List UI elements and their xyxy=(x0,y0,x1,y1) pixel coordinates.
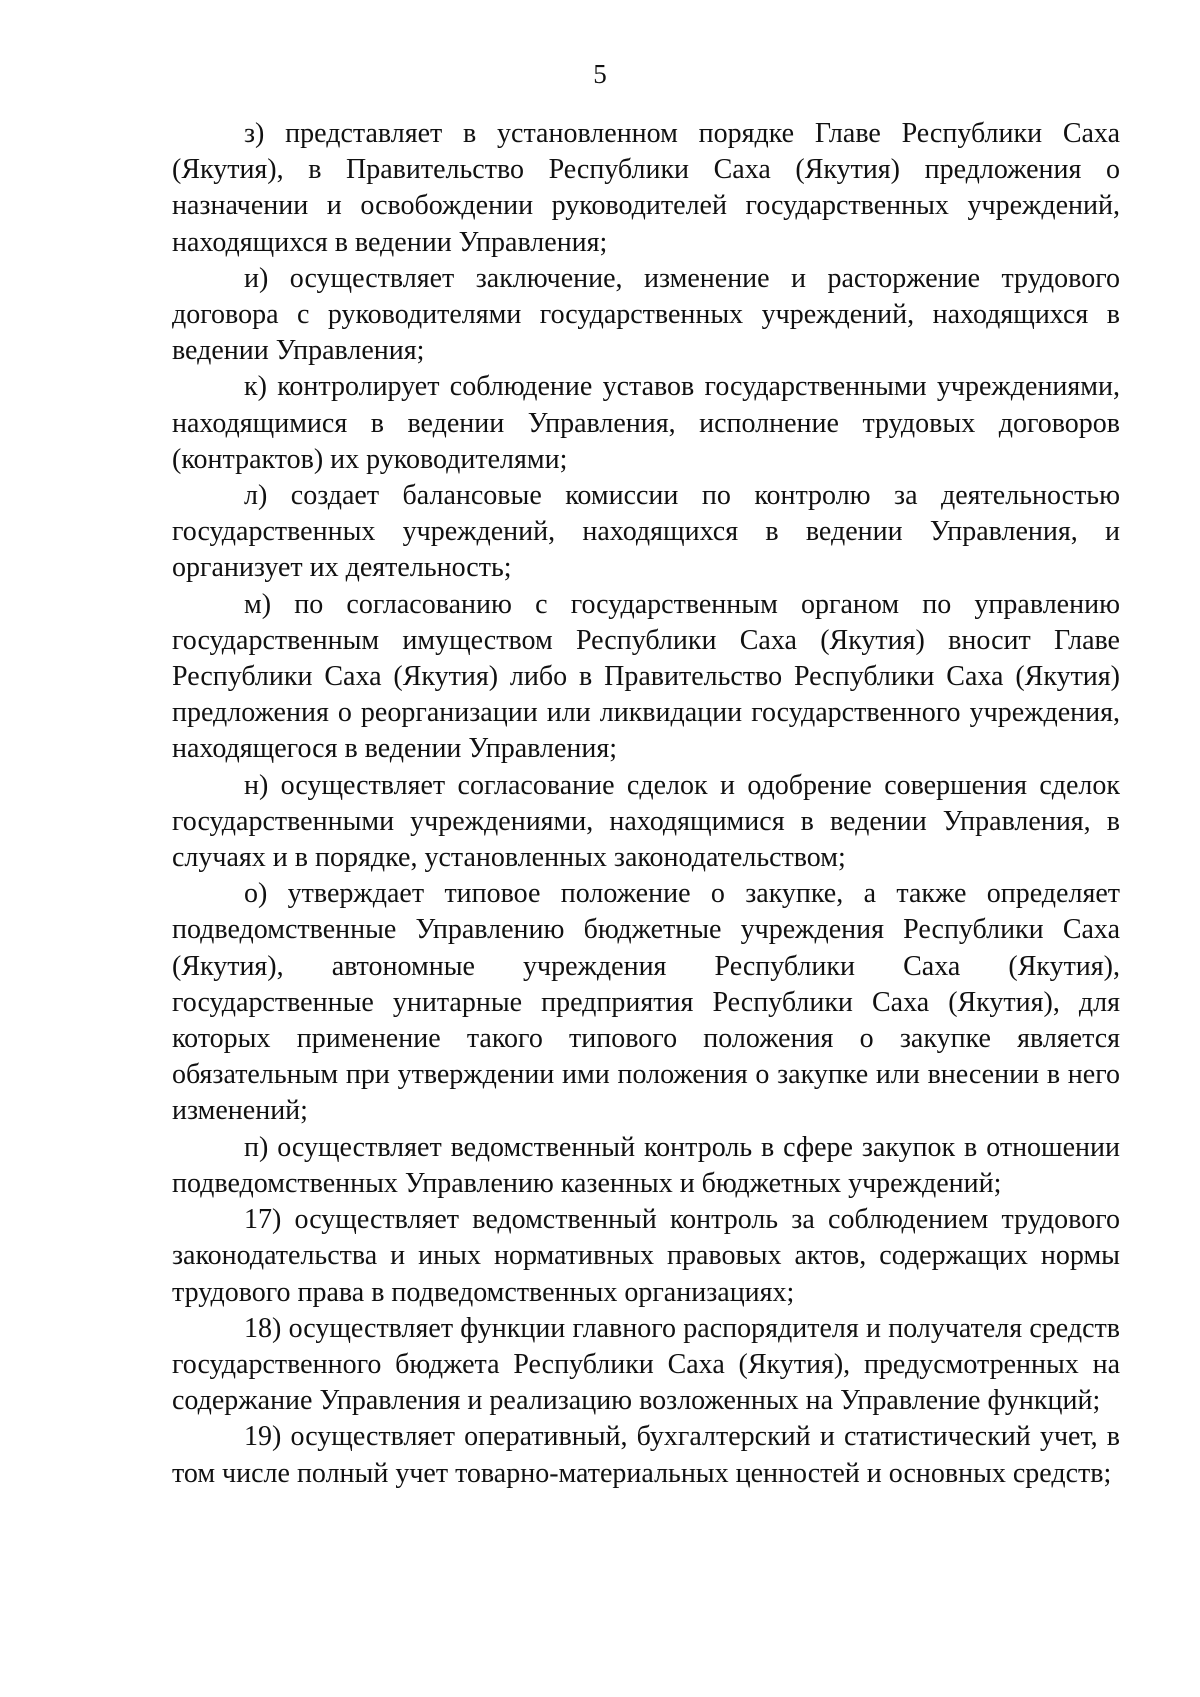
paragraph-m: м) по согласованию с государственным органом по управлению государственным имуществом Республики Саха (Якутия) вносит Главе Республики Саха (Якутия) либо в Правительство Республики Саха (Якутия) предложения о реорганизации или ликвидации государственного учреждения, находящегося в ведении Управления; xyxy=(172,588,1120,765)
paragraph-l: л) создает балансовые комиссии по контролю за деятельностью государственных учреждений, находящихся в ведении Управления, и организует их деятельность; xyxy=(172,480,1120,584)
paragraph-k: к) контролирует соблюдение уставов государственными учреждениями, находящимися в ведении Управления, исполнение трудовых договоров (контрактов) их руководителями; xyxy=(172,371,1120,475)
paragraph-n: н) осуществляет согласование сделок и одобрение совершения сделок государственными учреждениями, находящимися в ведении Управления, в случаях и в порядке, установленных законодательством; xyxy=(172,769,1120,874)
paragraph-z: з) представляет в установленном порядке Главе Республики Саха (Якутия), в Правительство Республики Саха (Якутия) предложения о назначении и освобождении руководителей государственных учреждений, находящихся в ведении Управления; xyxy=(172,118,1120,258)
paragraph-i: и) осуществляет заключение, изменение и расторжение трудового договора с руководителями государственных учреждений, находящихся в ведении Управления; xyxy=(172,262,1120,367)
page-number: 5 xyxy=(593,59,607,89)
document-body xyxy=(172,116,1120,1492)
paragraph-18: 18) осуществляет функции главного распорядителя и получателя средств государственного бюджета Республики Саха (Якутия), предусмотренных на содержание Управления и реализацию возложенных на Управление функций; xyxy=(172,1312,1120,1417)
paragraph-p: п) осуществляет ведомственный контроль в сфере закупок в отношении подведомственных Управлению казенных и бюджетных учреждений; xyxy=(172,1131,1120,1199)
paragraph-17: 17) осуществляет ведомственный контроль за соблюдением трудового законодательства и иных нормативных правовых актов, содержащих нормы трудового права в подведомственных организациях; xyxy=(172,1204,1120,1308)
paragraph-o: о) утверждает типовое положение о закупке, а также определяет подведомственные Управлению бюджетные учреждения Республики Саха (Якутия), автономные учреждения Республики Саха (Якутия), государственные унитарные предприятия Республики Саха (Якутия), для которых применение такого типового положения о закупке является обязательным при утверждении ими положения о закупке или внесении в него изменений; xyxy=(172,878,1120,1127)
paragraph-19: 19) осуществляет оперативный, бухгалтерский и статистический учет, в том числе полный учет товарно-материальных ценностей и основных средств; xyxy=(172,1421,1120,1489)
